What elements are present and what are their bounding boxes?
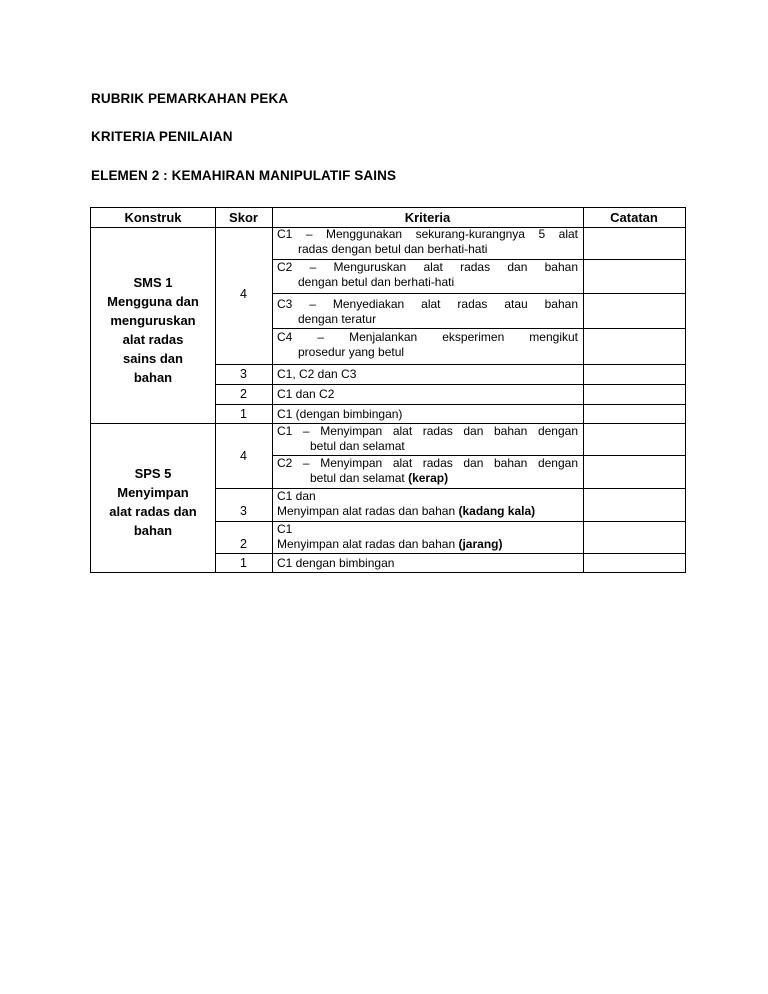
rubric-table	[90, 207, 686, 573]
column-divider	[272, 208, 273, 572]
row-divider	[215, 384, 685, 385]
section-heading: KRITERIA PENILAIAN	[91, 129, 233, 144]
header-konstruk: Konstruk	[124, 210, 182, 225]
criterion-score-2: C1 Menyimpan alat radas dan bahan (jarang)	[277, 522, 503, 551]
header-skor: Skor	[229, 210, 258, 225]
score-3: 3	[240, 504, 247, 518]
criterion-c1: C1 – Menyimpan alat radas dan bahan dengan betul dan selamat	[277, 424, 578, 453]
criterion-score-2: C1 dan C2	[277, 387, 335, 401]
criterion-c2: C2 – Menyimpan alat radas dan bahan dengan betul dan selamat (kerap)	[277, 456, 578, 485]
header-catatan: Catatan	[610, 210, 658, 225]
score-3: 3	[240, 367, 247, 381]
row-divider	[215, 364, 685, 365]
criterion-c1: C1 – Menggunakan sekurang-kurangnya 5 alat radas dengan betul dan berhati-hati	[277, 227, 578, 256]
score-2: 2	[240, 387, 247, 401]
score-2: 2	[240, 537, 247, 551]
score-4: 4	[240, 287, 247, 301]
construct-sps5: SPS 5 Menyimpan alat radas dan bahan	[109, 466, 197, 538]
row-divider	[272, 328, 685, 329]
row-divider	[215, 553, 685, 554]
construct-sms1: SMS 1 Mengguna dan menguruskan alat radas sains dan bahan	[107, 275, 199, 385]
criterion-score-3: C1 dan Menyimpan alat radas dan bahan (kadang kala)	[277, 489, 536, 518]
column-divider	[583, 208, 584, 572]
document-title: RUBRIK PEMARKAHAN PEKA	[91, 91, 289, 106]
criterion-score-3: C1, C2 dan C3	[277, 367, 357, 381]
score-1: 1	[240, 556, 247, 570]
row-divider	[272, 293, 685, 294]
score-4: 4	[240, 449, 247, 463]
score-1: 1	[240, 407, 247, 421]
element-heading: ELEMEN 2 : KEMAHIRAN MANIPULATIF SAINS	[91, 168, 397, 183]
header-kriteria: Kriteria	[404, 210, 451, 225]
criterion-score-1: C1 (dengan bimbingan)	[277, 407, 403, 421]
criterion-c3: C3 – Menyediakan alat radas atau bahan dengan teratur	[277, 297, 578, 326]
row-divider	[215, 404, 685, 405]
criterion-c2: C2 – Menguruskan alat radas dan bahan dengan betul dan berhati-hati	[277, 260, 578, 289]
criterion-c4: C4 – Menjalankan eksperimen mengikut prosedur yang betul	[277, 330, 578, 359]
criterion-score-1: C1 dengan bimbingan	[277, 556, 395, 570]
